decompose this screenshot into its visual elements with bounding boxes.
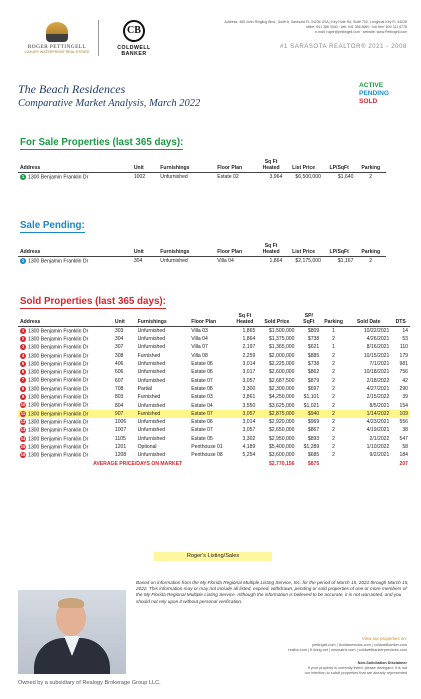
sp-sqft: $738 [307, 361, 320, 368]
col-parking: Parking [324, 318, 343, 325]
dts: 556 [399, 419, 408, 426]
address: 1300 Benjamin Franklin Dr [28, 386, 89, 393]
col-unit: Unit [133, 248, 144, 255]
table-row [18, 401, 410, 409]
dts: 58 [402, 443, 408, 450]
address: 1300 Benjamin Franklin Dr [28, 336, 89, 343]
furnishings: Unfurnished [137, 336, 166, 343]
sold-price: $2,300,000 [268, 385, 295, 392]
address: 1300 Benjamin Franklin Dr [28, 369, 89, 376]
sold-marker-icon: 11 [20, 410, 26, 416]
sp-sqft: $697 [307, 385, 320, 392]
col-furnishings: Furnishings [137, 318, 167, 325]
sold-date: 2/18/2022 [366, 377, 390, 384]
listing-caption: Roger's Listing/Sales [154, 552, 272, 561]
unit: 708 [114, 385, 124, 392]
sqft: 1,864 [242, 336, 256, 343]
phone-line: office: 941 388 3940 · cell: 941 356 8660 · toll free: 800 311 6778 [305, 25, 407, 29]
table-row [18, 327, 410, 335]
table-row [18, 257, 386, 266]
sold-price: $1,375,000 [268, 336, 295, 343]
brand-name: COLDWELL BANKER [117, 45, 151, 57]
mls-disclaimer: Based on information from the My Florida Regional Multiple Listing Service, Inc. for the period of March 15, 2021 through March 15, 2022. This information may or may not include all listed, expired, withdrawn, pending or sold properties of one or more members of the My Florida Regional Multiple Listing Service. Although the information is believed to be accurate, it is not warranted, and you should not rely upon it without personal verification. [136, 580, 409, 604]
dts: 53 [402, 336, 408, 343]
sold-price: $3,625,000 [268, 402, 295, 409]
unit: 1105 [114, 435, 126, 442]
unit: 1007 [114, 427, 127, 434]
sqft: 3,057 [242, 377, 256, 384]
sold-date: 1/10/2022 [366, 443, 390, 450]
sold-price: $5,400,000 [268, 443, 295, 450]
page-header [0, 0, 421, 64]
sqft: 1,865 [242, 328, 256, 335]
col-list-price: List Price [292, 248, 316, 255]
sold-marker-icon: 8 [21, 385, 25, 391]
sold-date: 8/5/2021 [369, 402, 390, 409]
parking: 2 [332, 385, 336, 392]
sold-marker-icon: 9 [21, 394, 25, 400]
floor-plan: Penthouse 08 [191, 452, 223, 459]
sqft: 2,259 [242, 352, 256, 359]
sp-sqft: $1,101 [303, 394, 320, 401]
table-row [18, 426, 410, 434]
sold-heading: Sold Properties (last 365 days): [20, 296, 166, 307]
col-floor-plan: Floor Plan [217, 164, 243, 171]
sp-sqft: $1,021 [303, 402, 320, 409]
sold-price: $2,225,000 [268, 361, 295, 368]
sqft: 3,014 [242, 361, 256, 368]
furnishings: Furnished [137, 394, 161, 401]
nsd-heading: Non-Solicitation Disclaimer [357, 661, 407, 665]
table-row [18, 443, 410, 451]
sold-marker-icon: 10 [20, 402, 26, 408]
sold-price: $2,600,000 [268, 369, 295, 376]
for-sale-table [18, 160, 386, 181]
cb-monogram-icon: CB [123, 20, 145, 42]
realtor-ranking: #1 SARASOTA REALTOR® 2021 - 2008 [279, 44, 407, 50]
col-sqft: Sq Ft Heated [236, 313, 254, 325]
sold-date: 2/1/2022 [369, 435, 390, 442]
unit: 907 [113, 410, 136, 418]
unit: 607 [114, 377, 124, 384]
floor-plan: Villa 08 [191, 352, 208, 359]
floor-plan: Estate 04 [191, 402, 213, 409]
sp-sqft: $621 [307, 344, 320, 351]
parking: 2 [332, 427, 336, 434]
pending-table [18, 244, 386, 265]
col-address: Address [20, 164, 41, 171]
floor-plan: Estate 06 [191, 361, 213, 368]
sold-price: $2,950,000 [268, 435, 295, 442]
sold-marker-icon: 4 [21, 352, 25, 358]
sold-date: 4/26/2021 [366, 336, 390, 343]
average-dts: 207 [399, 460, 408, 467]
roger-pettingell-logo [22, 22, 92, 58]
unit: 1006 [114, 419, 127, 426]
sp-sqft: $738 [307, 336, 320, 343]
sqft: 3,017 [242, 369, 256, 376]
dts: 756 [399, 369, 408, 376]
address: 1300 Benjamin Franklin Dr [28, 258, 89, 265]
dts: 184 [399, 452, 408, 459]
sold-date: 10/22/2021 [363, 328, 390, 335]
address: 1300 Benjamin Franklin Dr [28, 394, 89, 401]
col-furnishings: Furnishings [160, 248, 190, 255]
dts: 14 [402, 328, 408, 335]
title-line-1: The Beach Residences [18, 82, 126, 96]
sp-sqft: $969 [307, 419, 320, 426]
sold-date: 10/15/2021 [363, 352, 390, 359]
sqft: 4,189 [242, 443, 256, 450]
col-floor-plan: Floor Plan [191, 318, 217, 325]
sold-price: $1,500,000 [268, 328, 295, 335]
col-sold-date: Sold Date [356, 318, 381, 325]
sold-date: 4/23/2021 [366, 419, 390, 426]
col-list-price: List Price [292, 164, 316, 171]
table-row [18, 343, 410, 351]
sp-sqft: $879 [307, 377, 320, 384]
table-row [18, 335, 410, 343]
col-sqft: Sq Ft Heated [262, 159, 280, 171]
list-price: $6,500,000 [295, 174, 321, 181]
sold-marker-icon: 15 [20, 443, 26, 449]
col-sp-sqft: SP/ SqFt [303, 313, 315, 325]
sp-sqft: $685 [307, 452, 320, 459]
floor-plan: Villa 04 [217, 258, 234, 265]
nsd-line-1: If your property is currently listed, please disregard. It is not [307, 665, 407, 670]
sqft: 3,014 [242, 419, 256, 426]
dts: 38 [402, 427, 408, 434]
furnishings: Optional [137, 443, 157, 450]
sold-date: 1/14/2022 [346, 410, 391, 418]
parking: 1 [332, 344, 336, 351]
parking: 2 [332, 377, 336, 384]
table-row [18, 435, 410, 443]
property-links [157, 643, 407, 654]
col-sold-price: Sold Price [264, 318, 290, 325]
pending-heading: Sale Pending: [20, 220, 85, 231]
sold-marker-icon: 2 [21, 335, 25, 341]
dts: 981 [399, 361, 408, 368]
unit: 803 [114, 394, 124, 401]
sp-sqft: $809 [307, 328, 320, 335]
sold-date: 10/18/2021 [363, 369, 390, 376]
lp-sqft: $1,640 [337, 174, 354, 181]
col-unit: Unit [133, 164, 144, 171]
sold-marker-icon: 14 [20, 435, 26, 441]
sp-sqft: $940 [296, 410, 321, 418]
sold-price: $2,875,000 [257, 410, 296, 418]
average-row [18, 459, 410, 467]
furnishings: Furnished [136, 410, 190, 418]
sqft: 3,550 [242, 402, 256, 409]
furnishings: Unfurnished [137, 328, 166, 335]
floor-plan: Estate 07 [191, 377, 213, 384]
sold-price: $2,000,000 [268, 352, 295, 359]
sold-marker-icon: 12 [20, 418, 26, 424]
non-solicitation-disclaimer [207, 661, 407, 675]
logo-divider [98, 20, 99, 56]
unit: 307 [114, 344, 124, 351]
furnishings: Unfurnished [137, 435, 166, 442]
unit: 1201 [114, 443, 127, 450]
unit: 303 [114, 328, 124, 335]
sold-date: 8/16/2021 [366, 344, 390, 351]
furnishings: Unfurnished [137, 402, 166, 409]
dts: 42 [402, 377, 408, 384]
address: 1300 Benjamin Franklin Dr [28, 427, 89, 434]
status-sold: SOLD [358, 98, 378, 105]
unit: 1208 [114, 452, 127, 459]
agent-photo [18, 590, 126, 674]
address: 1300 Benjamin Franklin Dr [28, 444, 89, 451]
sold-date: 7/1/2021 [369, 361, 390, 368]
unit: 304 [133, 258, 143, 265]
sold-table [18, 314, 410, 468]
parking: 1 [332, 328, 336, 335]
parking: 2 [332, 369, 336, 376]
sqft: 3,302 [242, 435, 256, 442]
table-row [18, 385, 410, 393]
col-floor-plan: Floor Plan [217, 248, 243, 255]
address: 1300 Benjamin Franklin Dr [28, 435, 89, 442]
dts: 109 [391, 410, 410, 418]
active-marker-icon: 1 [21, 174, 25, 180]
table-row [18, 352, 410, 360]
furnishings: Furnished [137, 352, 161, 359]
sp-sqft: $893 [307, 435, 320, 442]
address: 1300 Benjamin Franklin Dr [28, 352, 89, 359]
dts: 39 [402, 394, 408, 401]
floor-plan: Estate 07 [189, 410, 232, 418]
parking: 2 [332, 402, 336, 409]
logo-tagline: LUXURY WATERFRONT REAL ESTATE [24, 50, 90, 54]
floor-plan: Villa 04 [191, 336, 208, 343]
furnishings: Unfurnished [160, 174, 188, 181]
status-pending: PENDING [358, 90, 389, 97]
floor-plan: Estate 08 [191, 385, 213, 392]
parking: 2 [369, 174, 373, 181]
sold-marker-icon: 7 [21, 377, 25, 383]
furnishings: Unfurnished [137, 369, 166, 376]
floor-plan: Estate 06 [191, 419, 213, 426]
sp-sqft: $1,289 [303, 443, 320, 450]
ownership-note: Owned by a subsidiary of Realogy Brokerage Group LLC. [18, 680, 161, 686]
contact-info [167, 20, 407, 35]
sp-sqft: $867 [307, 427, 320, 434]
view-properties-label: View our properties on: [361, 636, 407, 641]
address-line: Address: 465 John Ringling Blvd., Suite A, Sarasota FL 34236 USA | Key Hole Rd, Suite 700, Longboat Key FL 34228 [224, 20, 407, 24]
col-furnishings: Furnishings [160, 164, 190, 171]
sold-price: $2,687,500 [268, 377, 295, 384]
unit: 406 [114, 361, 124, 368]
col-address: Address [20, 318, 41, 325]
average-label: AVERAGE PRICE/DAYS ON MARKET [93, 460, 183, 467]
dts: 110 [399, 344, 408, 351]
table-row [18, 410, 410, 418]
status-active: ACTIVE [358, 82, 384, 89]
furnishings: Unfurnished [137, 427, 166, 434]
parking: 2 [321, 410, 346, 418]
floor-plan: Estate 07 [191, 427, 213, 434]
parking: 2 [332, 443, 336, 450]
table-row [18, 368, 410, 376]
unit: 1002 [133, 174, 146, 181]
furnishings: Unfurnished [137, 344, 166, 351]
floor-plan: Villa 03 [191, 328, 208, 335]
floor-plan: Penthouse 01 [191, 443, 223, 450]
sold-date: 4/19/2021 [366, 427, 390, 434]
address: 1300 Benjamin Franklin Dr [28, 328, 89, 335]
sold-marker-icon: 16 [20, 452, 26, 458]
pending-marker-icon: 1 [21, 258, 25, 264]
col-unit: Unit [114, 318, 125, 325]
sqft: 1,864 [269, 258, 283, 265]
furnishings: Unfurnished [137, 361, 166, 368]
sqft: 3,861 [242, 394, 256, 401]
status-legend [359, 82, 389, 106]
furnishings: Partial [137, 385, 153, 392]
unit: 606 [114, 369, 124, 376]
address: 1300 Benjamin Franklin Dr [28, 377, 89, 384]
nsd-line-2: our intention to solicit properties that are already represented [304, 670, 407, 675]
sqft: 3,964 [269, 174, 283, 181]
sold-price: $4,250,000 [268, 394, 295, 401]
title-line-2: Comparative Market Analysis, March 2022 [18, 98, 201, 109]
address: 1300 Benjamin Franklin Dr [28, 344, 89, 351]
sold-date: 4/27/2021 [366, 385, 390, 392]
furnishings: Unfurnished [137, 452, 166, 459]
col-address: Address [20, 248, 41, 255]
dts: 154 [399, 402, 408, 409]
list-price: $2,175,000 [295, 258, 321, 265]
table-row [18, 393, 410, 401]
address: 1300 Benjamin Franklin Dr [28, 410, 89, 417]
email-line[interactable]: e-mail: roger@pettingell.com · website: www.Pettingell.com [314, 30, 407, 34]
sqft: 2,197 [242, 344, 256, 351]
address: 1300 Benjamin Franklin Dr [28, 174, 89, 181]
floor-plan: Estate 06 [191, 369, 213, 376]
unit: 804 [114, 402, 124, 409]
sold-price: $3,600,000 [268, 452, 295, 459]
table-row [18, 418, 410, 426]
sp-sqft: $885 [307, 352, 320, 359]
address: 1300 Benjamin Franklin Dr [28, 361, 89, 368]
sold-price: $1,365,000 [268, 344, 295, 351]
average-spacer [321, 459, 391, 467]
sold-marker-icon: 13 [20, 427, 26, 433]
dts: 179 [399, 352, 408, 359]
floor-plan: Estate 03 [191, 394, 213, 401]
parking: 2 [332, 452, 336, 459]
average-price: $2,770,156 [268, 460, 295, 467]
sold-marker-icon: 5 [21, 360, 25, 366]
col-sqft: Sq Ft Heated [262, 243, 280, 255]
for-sale-heading: For Sale Properties (last 365 days): [20, 137, 184, 148]
col-lp-sqft: LP/SqFt [329, 248, 349, 255]
table-row [18, 451, 410, 459]
sqft: 5,254 [242, 452, 256, 459]
sp-sqft: $862 [307, 369, 320, 376]
logo-name: ROGER PETTINGELL [27, 44, 87, 50]
address: 1300 Benjamin Franklin Dr [28, 452, 89, 459]
average-sp-sqft: $875 [307, 460, 320, 467]
col-parking: Parking [361, 164, 381, 171]
unit: 308 [114, 352, 124, 359]
links-line-2[interactable]: realtor.com | fl.living.net | mlsmatrix.com | coldwellbankerpreviews.com [288, 648, 407, 653]
floor-plan: Estate 05 [191, 435, 213, 442]
lp-sqft: $1,167 [337, 258, 354, 265]
col-lp-sqft: LP/SqFt [329, 164, 349, 171]
parking: 2 [332, 361, 336, 368]
floor-plan: Villa 07 [191, 344, 208, 351]
dts: 290 [399, 385, 408, 392]
coldwell-banker-logo [104, 20, 164, 58]
furnishings: Unfurnished [137, 377, 166, 384]
table-row [18, 173, 386, 182]
parking: 2 [332, 352, 336, 359]
col-dts: DTS [395, 318, 406, 325]
parking: 2 [332, 394, 336, 401]
floor-plan: Estate 02 [217, 174, 239, 181]
dts: 547 [399, 435, 408, 442]
col-parking: Parking [361, 248, 381, 255]
table-row [18, 376, 410, 384]
furnishings: Unfurnished [160, 258, 188, 265]
parking: 2 [332, 419, 336, 426]
sold-price: $2,920,000 [268, 419, 295, 426]
page-title [18, 82, 200, 109]
furnishings: Unfurnished [137, 419, 166, 426]
sqft: 3,057 [233, 410, 258, 418]
parking: 2 [332, 435, 336, 442]
sold-marker-icon: 6 [21, 369, 25, 375]
sold-date: 2/15/2022 [366, 394, 390, 401]
house-icon [46, 22, 68, 42]
sqft: 3,057 [242, 427, 256, 434]
sold-marker-icon: 3 [21, 344, 25, 350]
sold-marker-icon: 1 [21, 327, 25, 333]
links-line-1[interactable]: pettingell.com | floridanewvws.com | coldwellbanker.com [312, 643, 407, 647]
sold-price: $2,650,000 [268, 427, 295, 434]
unit: 304 [114, 336, 124, 343]
parking: 2 [369, 258, 373, 265]
address: 1300 Benjamin Franklin Dr [28, 402, 89, 409]
address: 1300 Benjamin Franklin Dr [28, 419, 89, 426]
parking: 2 [332, 336, 336, 343]
table-row [18, 360, 410, 368]
sqft: 3,300 [242, 385, 256, 392]
sold-date: 9/2/2021 [369, 452, 390, 459]
